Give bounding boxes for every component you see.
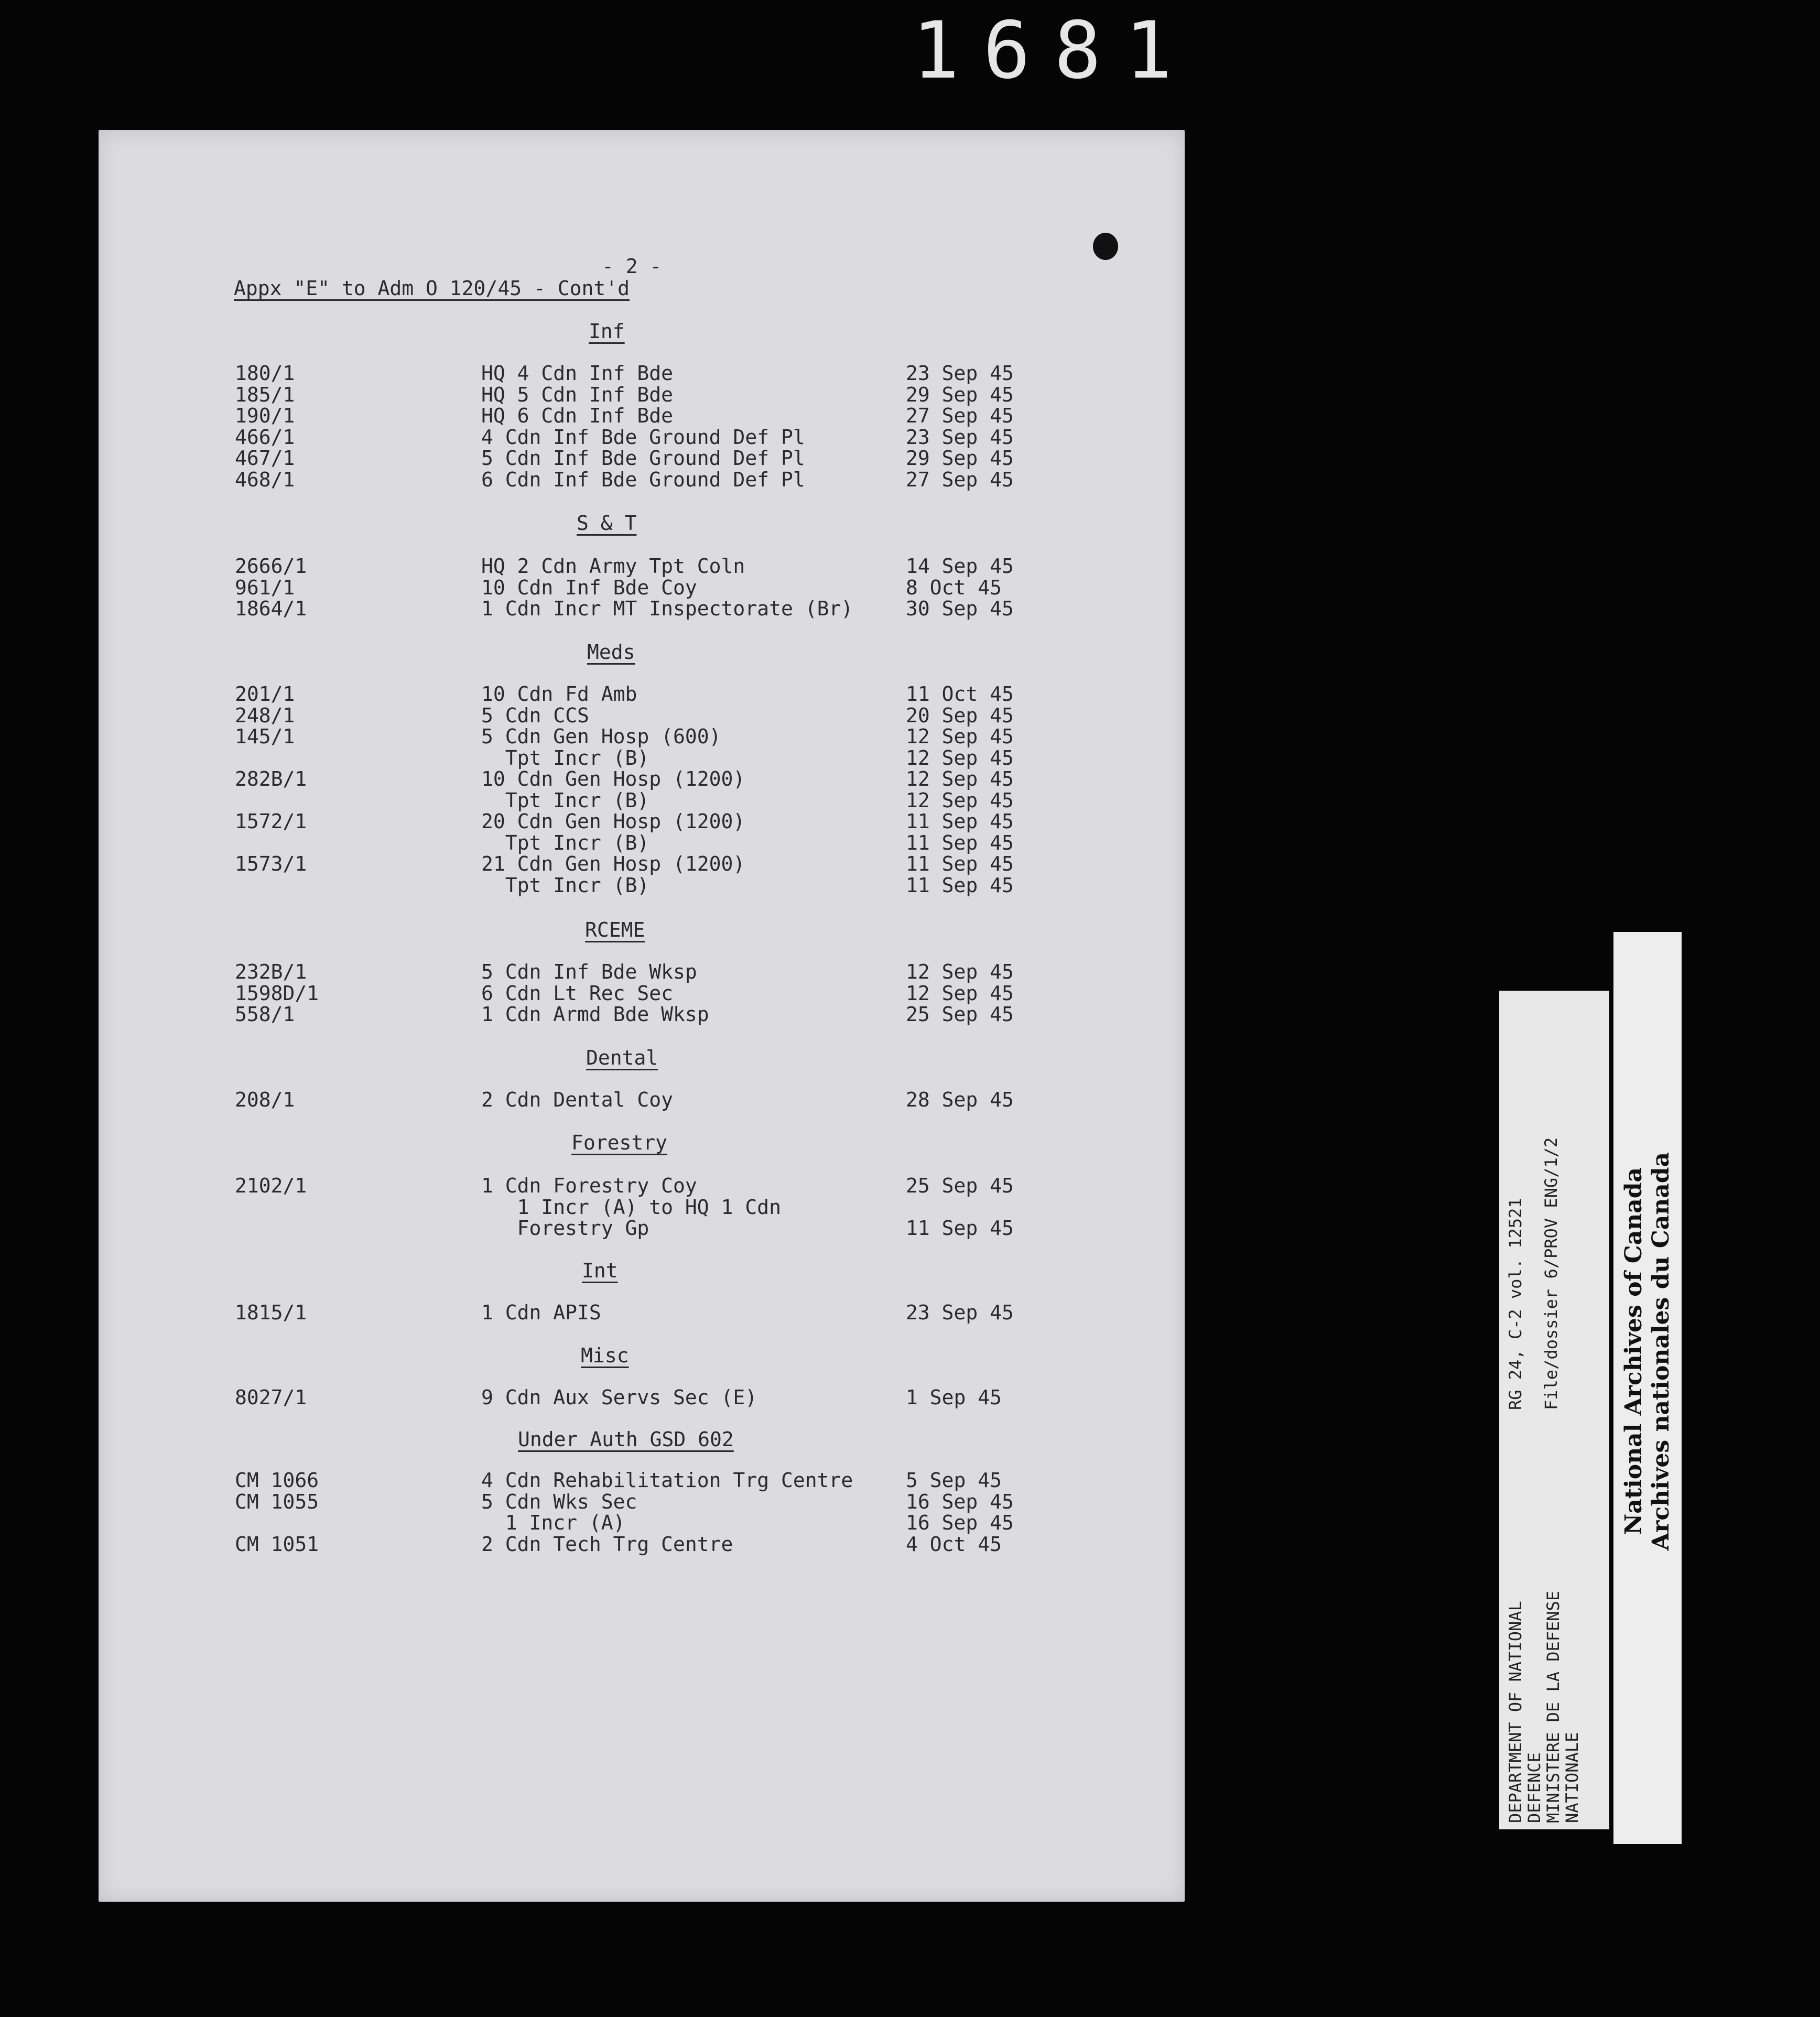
effective-date: 12 Sep 45 <box>906 767 1014 790</box>
effective-date: 27 Sep 45 <box>906 468 1014 491</box>
unit-name: Tpt Incr (B) <box>481 788 649 812</box>
unit-name: 20 Cdn Gen Hosp (1200) <box>481 810 745 833</box>
page-number: - 2 - <box>602 255 662 278</box>
unit-name: 1 Cdn Forestry Coy <box>481 1174 697 1197</box>
effective-date: 11 Sep 45 <box>906 831 1014 854</box>
unit-name: 10 Cdn Inf Bde Coy <box>481 576 697 599</box>
punch-hole <box>1093 233 1118 260</box>
section-title: Meds <box>587 641 635 664</box>
unit-name: Tpt Incr (B) <box>481 831 649 854</box>
unit-name: 10 Cdn Gen Hosp (1200) <box>481 767 745 790</box>
unit-number: CM 1066 <box>235 1469 319 1492</box>
effective-date: 4 Oct 45 <box>906 1532 1002 1556</box>
effective-date: 12 Sep 45 <box>906 725 1014 748</box>
department-line-1: DEPARTMENT OF NATIONAL <box>1505 1601 1525 1823</box>
archive-institution-label <box>1613 932 1682 1844</box>
unit-number: 232B/1 <box>235 960 307 983</box>
unit-number: 8027/1 <box>235 1386 307 1409</box>
unit-number: 558/1 <box>235 1003 295 1026</box>
unit-number: CM 1055 <box>235 1490 319 1513</box>
effective-date: 11 Sep 45 <box>906 1217 1014 1240</box>
unit-number: 961/1 <box>235 576 295 599</box>
unit-name: 21 Cdn Gen Hosp (1200) <box>481 852 745 875</box>
unit-number: 145/1 <box>235 725 295 748</box>
effective-date: 28 Sep 45 <box>906 1088 1014 1111</box>
unit-name: 5 Cdn Wks Sec <box>481 1490 637 1513</box>
effective-date: 8 Oct 45 <box>906 576 1002 599</box>
effective-date: 11 Sep 45 <box>906 852 1014 875</box>
archive-reference-label <box>1499 991 1609 1829</box>
institution-name-en: National Archives of Canada <box>1620 1167 1647 1535</box>
unit-name: 5 Cdn CCS <box>481 703 589 727</box>
unit-number: 248/1 <box>235 703 295 727</box>
section-title: S & T <box>577 512 637 535</box>
effective-date: 12 Sep 45 <box>906 960 1014 983</box>
effective-date: 23 Sep 45 <box>906 425 1014 449</box>
effective-date: 20 Sep 45 <box>906 703 1014 727</box>
unit-number: 2102/1 <box>235 1174 307 1197</box>
department-line-4: NATIONALE <box>1562 1732 1582 1823</box>
department-line-3: MINISTERE DE LA DEFENSE <box>1543 1590 1563 1823</box>
effective-date: 25 Sep 45 <box>906 1174 1014 1197</box>
document-heading: Appx "E" to Adm O 120/45 - Cont'd <box>234 277 630 300</box>
unit-number: 208/1 <box>235 1088 295 1111</box>
effective-date: 11 Oct 45 <box>906 682 1014 706</box>
unit-name: 4 Cdn Rehabilitation Trg Centre <box>481 1469 853 1492</box>
unit-name: 1 Incr (A) to HQ 1 Cdn <box>481 1195 781 1219</box>
unit-name: 2 Cdn Dental Coy <box>481 1088 674 1111</box>
unit-name: Tpt Incr (B) <box>481 746 649 769</box>
unit-name: 1 Cdn Incr MT Inspectorate (Br) <box>481 597 853 620</box>
unit-number: 282B/1 <box>235 767 307 790</box>
unit-number: CM 1051 <box>235 1532 319 1556</box>
unit-number: 468/1 <box>235 468 295 491</box>
unit-name: Forestry Gp <box>481 1217 649 1240</box>
document-content <box>99 130 1185 1902</box>
unit-number: 190/1 <box>235 404 295 427</box>
effective-date: 11 Sep 45 <box>906 873 1014 897</box>
effective-date: 27 Sep 45 <box>906 404 1014 427</box>
unit-number: 201/1 <box>235 682 295 706</box>
unit-name: 1 Incr (A) <box>481 1511 625 1534</box>
unit-name: 1 Cdn Armd Bde Wksp <box>481 1003 709 1026</box>
unit-name: Tpt Incr (B) <box>481 873 649 897</box>
unit-name: 9 Cdn Aux Servs Sec (E) <box>481 1386 757 1409</box>
unit-name: 1 Cdn APIS <box>481 1301 601 1324</box>
unit-number: 1573/1 <box>235 852 307 875</box>
section-title: Inf <box>589 320 625 343</box>
effective-date: 11 Sep 45 <box>906 810 1014 833</box>
section-title: Misc <box>581 1344 629 1367</box>
unit-name: 6 Cdn Lt Rec Sec <box>481 981 674 1005</box>
unit-number: 1598D/1 <box>235 981 319 1005</box>
unit-number: 185/1 <box>235 383 295 406</box>
effective-date: 12 Sep 45 <box>906 788 1014 812</box>
unit-name: 6 Cdn Inf Bde Ground Def Pl <box>481 468 805 491</box>
effective-date: 5 Sep 45 <box>906 1469 1002 1492</box>
file-reference: File/dossier 6/PROV ENG/1/2 <box>1541 1137 1561 1410</box>
effective-date: 29 Sep 45 <box>906 383 1014 406</box>
unit-name: HQ 2 Cdn Army Tpt Coln <box>481 555 745 578</box>
unit-number: 466/1 <box>235 425 295 449</box>
effective-date: 16 Sep 45 <box>906 1490 1014 1513</box>
unit-number: 1864/1 <box>235 597 307 620</box>
unit-name: 5 Cdn Inf Bde Ground Def Pl <box>481 447 805 470</box>
unit-number: 1815/1 <box>235 1301 307 1324</box>
effective-date: 12 Sep 45 <box>906 981 1014 1005</box>
unit-name: 4 Cdn Inf Bde Ground Def Pl <box>481 425 805 449</box>
effective-date: 1 Sep 45 <box>906 1386 1002 1409</box>
unit-number: 180/1 <box>235 362 295 385</box>
effective-date: 30 Sep 45 <box>906 597 1014 620</box>
unit-name: HQ 4 Cdn Inf Bde <box>481 362 674 385</box>
effective-date: 16 Sep 45 <box>906 1511 1014 1534</box>
effective-date: 23 Sep 45 <box>906 1301 1014 1324</box>
unit-name: 10 Cdn Fd Amb <box>481 682 637 706</box>
effective-date: 14 Sep 45 <box>906 555 1014 578</box>
effective-date: 25 Sep 45 <box>906 1003 1014 1026</box>
unit-name: HQ 5 Cdn Inf Bde <box>481 383 674 406</box>
unit-name: 5 Cdn Inf Bde Wksp <box>481 960 697 983</box>
section-title: Forestry <box>571 1131 668 1154</box>
effective-date: 29 Sep 45 <box>906 447 1014 470</box>
record-group-reference: RG 24, C-2 vol. 12521 <box>1505 1198 1525 1410</box>
effective-date: 12 Sep 45 <box>906 746 1014 769</box>
unit-name: HQ 6 Cdn Inf Bde <box>481 404 674 427</box>
document-page <box>99 130 1185 1902</box>
section-title: Int <box>582 1259 618 1282</box>
section-title: Dental <box>586 1046 658 1069</box>
unit-name: 2 Cdn Tech Trg Centre <box>481 1532 733 1556</box>
unit-name: 5 Cdn Gen Hosp (600) <box>481 725 721 748</box>
unit-number: 2666/1 <box>235 555 307 578</box>
unit-number: 467/1 <box>235 447 295 470</box>
department-line-2: DEFENCE <box>1524 1752 1544 1823</box>
effective-date: 23 Sep 45 <box>906 362 1014 385</box>
institution-name-fr: Archives nationales du Canada <box>1648 1152 1674 1550</box>
section-title: Under Auth GSD 602 <box>518 1428 734 1451</box>
unit-number: 1572/1 <box>235 810 307 833</box>
section-title: RCEME <box>585 918 645 941</box>
microfilm-frame-number: 1681 <box>912 5 1196 96</box>
